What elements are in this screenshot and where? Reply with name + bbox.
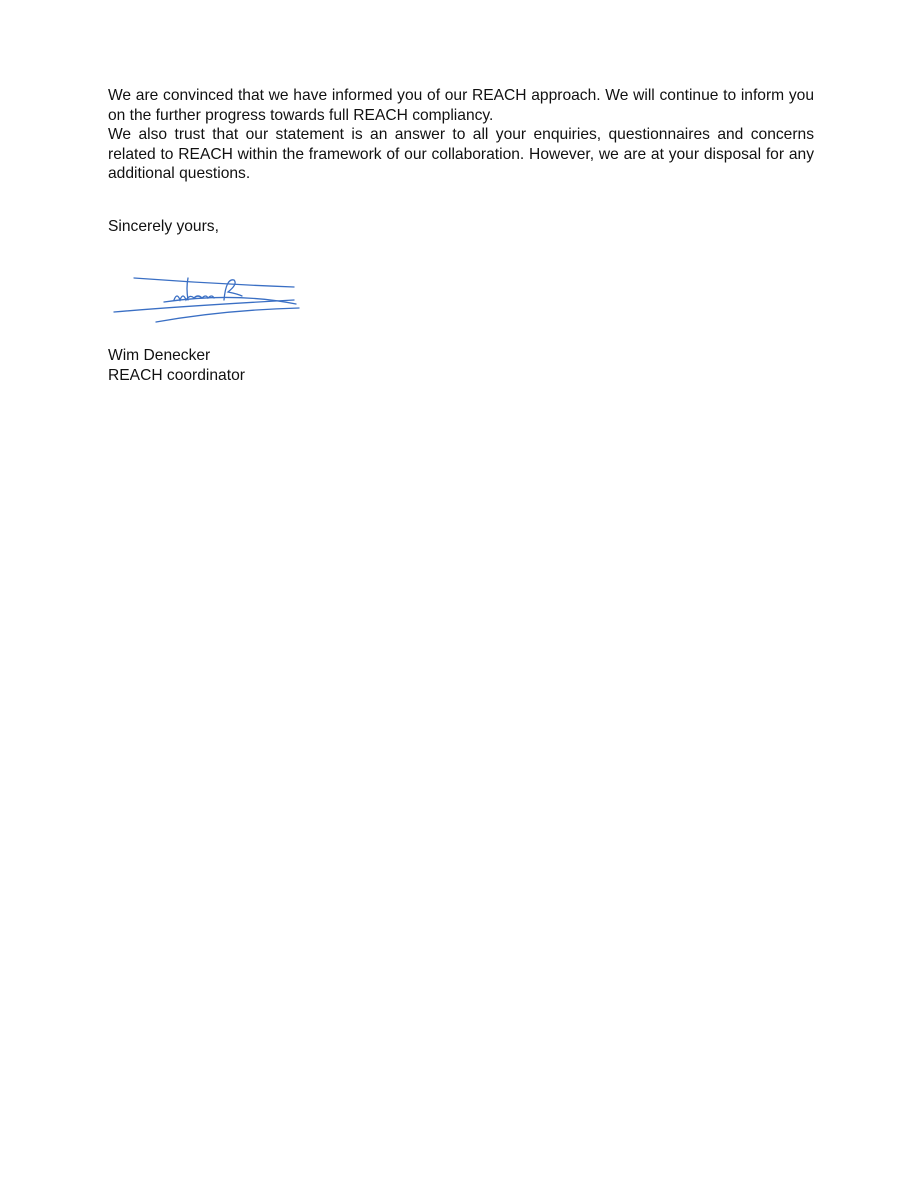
closing: Sincerely yours, — [108, 218, 219, 235]
signer-title: REACH coordinator — [108, 367, 245, 384]
signer-name: Wim Denecker — [108, 347, 211, 364]
body-paragraph: We are convinced that we have informed you of our REACH approach. We will continue to inform you on the further progress towards full REACH compliancy. — [108, 87, 814, 124]
body-paragraph: We also trust that our statement is an answer to all your enquiries, questionnaires and concerns related to REACH within the framework of our collaboration. However, we are at your disposal for any additional questions. — [108, 126, 814, 182]
signature-image — [104, 270, 314, 330]
